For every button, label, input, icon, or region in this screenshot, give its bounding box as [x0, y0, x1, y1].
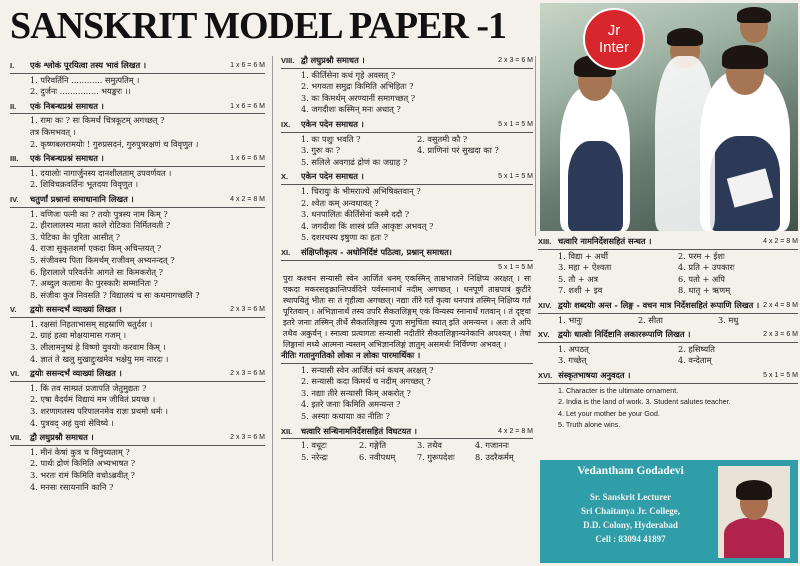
question-item: 4. मनसः रसायनानि कानि ? [30, 481, 114, 492]
question-item: 6. पतो + अपि [678, 273, 725, 284]
question-grid [281, 134, 533, 169]
question-item: 1. रक्षसां निहताभासम् सहस्राणि चतुर्दश । [30, 318, 153, 329]
section-header [10, 60, 265, 74]
question-item: 6. नवीपधम् [359, 451, 396, 462]
section-title: एकेन पदेन समाधत । [301, 118, 364, 129]
question-item: 2. शिविचक्रवर्तिनः भूतदया विवृणुत । [30, 179, 139, 190]
section-title: द्वयोः ससन्दर्भं व्याख्यां लिखत । [30, 368, 122, 379]
section-heading [538, 370, 631, 382]
column-2 [281, 55, 533, 466]
section-heading [281, 119, 364, 131]
question-item: 2. गङ्गेति [359, 440, 386, 451]
question-item: 1. सन्यासी स्वेन आर्जितं धनं कथम् अरक्षत् ? [301, 364, 434, 375]
section-heading [10, 304, 122, 316]
section-number: IX. [281, 119, 291, 129]
question-item: 4. पुत्रवद् अहं युवां सेविष्ये । [30, 417, 114, 428]
question-item: 8. संजीवः कुत्र निवसति ? विद्यालयं च सः कथमागच्छति ? [30, 289, 200, 300]
question-grid [538, 344, 798, 367]
page-title: SANSKRIT MODEL PAPER -1 [10, 5, 507, 47]
question-item: 1. भानुः [558, 314, 583, 325]
question-section [281, 426, 533, 464]
section-heading [281, 55, 365, 67]
section-header [281, 247, 533, 261]
question-item: 5. नरेन्द्रः [301, 451, 328, 462]
question-item: 1. कीर्तिसेना कथं गृहे अवसत् ? [301, 69, 396, 80]
question-item: 6. हिरालाले परिवर्तनेः आगते सः किमकरोत् ? [30, 266, 164, 277]
question-item: 5. संजीवस्य पिता किमर्थम् राजीवम् अभ्यनन्दत् ? [30, 254, 175, 265]
question-item: 2. एषा वैदर्यमं विद्यायं मम जीवितं प्रयच्छ । [30, 394, 156, 405]
section-header [10, 432, 265, 446]
author-role: Sr. Sanskrit Lecturer [589, 492, 672, 502]
section-marks: 2 x 4 = 8 M [763, 301, 798, 309]
section-title: एकं निबन्धप्रश्नं समाधत । [30, 100, 104, 111]
question-section [10, 432, 265, 493]
section-header [538, 236, 798, 250]
column-divider [535, 56, 536, 236]
question-item: 2. श्वेतः कम् अन्वधावत् ? [301, 197, 379, 208]
section-marks: 5 x 1 = 5 M [498, 120, 533, 128]
section-marks: 1 x 6 = 6 M [230, 102, 265, 110]
section-number: XII. [281, 426, 293, 436]
question-item: 3. तथैव [417, 440, 442, 451]
column-1 [10, 60, 265, 496]
question-item: 2. परम + ईशः [678, 250, 725, 261]
question-item: 3. पेटिका केः पूरिता आसीत् ? [30, 231, 121, 242]
section-number: VI. [10, 369, 20, 379]
author-box [540, 460, 798, 563]
section-heading [538, 300, 759, 312]
section-title: चत्वारि सन्धिनामनिर्देशसहितं विघटयत । [301, 425, 417, 436]
question-item: 1. कः पशुः भवति ? [301, 133, 361, 144]
question-item: 3. धनपालितः कीर्तिसेनां कस्मै ददौ ? [301, 209, 410, 220]
question-item: 8. धातृ + ऋणम् [678, 285, 731, 296]
question-item: 3. नद्याः तीरे सन्यासी किम् अकरोत् ? [301, 387, 411, 398]
section-header [538, 370, 798, 384]
badge-line-2: Inter [598, 39, 629, 56]
question-item: 2. ग्राहं हत्वा मोक्षयामास गजम् । [30, 330, 127, 341]
section-number: VII. [10, 433, 22, 443]
question-section [281, 171, 533, 244]
section-header [10, 194, 265, 208]
section-title: एकं श्लोकं पूरयित्वा तस्य भावं लिखत । [30, 60, 147, 70]
section-marks: 4 x 2 = 8 M [763, 238, 798, 245]
column-3 [538, 236, 798, 434]
question-item: 2. कृष्णबलरामयोः ! गुरुप्रसदनं, गुरुपुत्ररक्षणं च विवृणुत । [30, 138, 199, 149]
section-number: II. [10, 101, 17, 111]
section-title: द्वयोः धात्वोः निर्दिष्टानि लकाररूपाणि लिखत । [558, 329, 691, 340]
question-item: 2. सीता [638, 314, 663, 325]
question-section [538, 370, 798, 431]
question-item: 1. चिरायुः के भीमराज्ये अभिषिक्तवान् ? [301, 185, 421, 196]
section-number: X. [281, 172, 289, 182]
question-item: 4. जगदीशः कस्मिन् मनः अधात् ? [301, 104, 401, 115]
question-item: 8. उदरैकर्मम् [475, 451, 514, 462]
question-section [10, 60, 265, 98]
question-section [10, 194, 265, 301]
question-item: 4. प्रति + उपकारः [678, 262, 735, 273]
section-number: XIV. [538, 300, 552, 310]
question-item: 4. ज्ञातं ते खलु मुखाद्दुःखमेव भक्षेयु मम नारदः । [30, 353, 169, 364]
question-item: 2. सन्यासी कदा किमर्थं च नदीम् अगच्छत् ? [301, 376, 431, 387]
question-section [538, 236, 798, 297]
students-photo [540, 3, 798, 231]
author-name: Vedantham Godadevi [577, 465, 684, 477]
question-section [10, 153, 265, 191]
question-item: 1. परिवर्तिनि ............ समुत्पतिम् । [30, 74, 140, 85]
section-number: V. [10, 305, 17, 315]
section-header [10, 304, 265, 318]
question-item: 3. गच्छेत् [558, 355, 587, 366]
question-item: 3. कः किमर्थम् अरण्यानीं समागच्छत् ? [301, 92, 416, 103]
question-item: 1. अपठत् [558, 343, 589, 354]
section-number: XVI. [538, 370, 553, 380]
translation-sentence: 1. Character is the ultimate ornament. [558, 385, 679, 395]
section-header [10, 101, 265, 115]
question-item: 2. पार्थः द्रोणं किमिति अभ्यभाषत ? [30, 458, 136, 469]
jr-inter-badge [583, 8, 645, 70]
question-item: 5. तौ + अत्र [558, 273, 599, 284]
question-item: 7. गुरूपदेशः [417, 451, 455, 462]
question-item: तत्र किमभवत् । [30, 126, 76, 137]
section-marks: 2 x 3 = 6 M [230, 306, 265, 314]
section-title: एकेन पदेन समाधत । [301, 171, 364, 182]
question-item: 4. वन्देताम् [678, 355, 712, 366]
question-item: 7. शशी + इव [558, 285, 603, 296]
section-number: III. [10, 154, 19, 164]
section-heading [10, 432, 94, 444]
question-item: 5. अस्याः कथायाः का नीतिः ? [301, 411, 390, 422]
question-item: 3. मधु [718, 314, 739, 325]
question-item: 2. हसिष्यति [678, 343, 715, 354]
section-number: XV. [538, 330, 550, 340]
section-title: संस्कृतभाषया अनुवदत । [558, 369, 631, 380]
section-header [281, 119, 533, 133]
section-heading [10, 101, 104, 113]
question-item: 1. विद्या + अर्थी [558, 250, 609, 261]
section-marks: 2 x 3 = 6 M [230, 434, 265, 442]
section-marks: 5 x 1 = 5 M [498, 263, 533, 271]
section-title: चतुर्णां प्रश्नानां समाधानानि लिखत । [30, 193, 134, 204]
question-item: 3. गुरुः कः ? [301, 145, 341, 156]
question-grid [538, 315, 798, 327]
question-item: 5. दशरथस्य इषुणा कः हतः ? [301, 232, 389, 243]
question-item: 4. राजा सुकृतशर्मा एकदा किम् अचिन्तयत् ? [30, 243, 162, 254]
section-title: चत्वारि नामनिर्देशसहितं सन्धत । [558, 236, 652, 246]
section-marks: 1 x 6 = 6 M [230, 62, 265, 69]
section-number: I. [10, 61, 15, 70]
question-item: 1. मीनं केषां कुत्र च विमुच्यताम् ? [30, 446, 130, 457]
section-number: XIII. [538, 237, 552, 246]
section-title: द्वौ लघुप्रश्नौ समाधत । [301, 55, 365, 65]
question-item: 3. महा + ऐश्वता [558, 262, 612, 273]
author-photo [718, 466, 790, 558]
section-marks: 5 x 1 = 5 M [763, 371, 798, 379]
section-header [10, 368, 265, 382]
question-item: 7. अब्दुल कलामः कैः पुरस्कारैः सम्मानितः ? [30, 278, 158, 289]
author-place: D.D. Colony, Hyderabad [583, 520, 678, 530]
badge-line-1: Jr [607, 22, 621, 39]
question-item: 1. रामः कः ? सः किमर्थं चित्रकूटम् अगच्छत् ? [30, 115, 165, 126]
section-number: IV. [10, 194, 19, 204]
question-item: 1. वणिजः पत्नी का ? तयोः पुत्रस्य नाम किम् ? [30, 208, 168, 219]
question-section [10, 304, 265, 365]
section-marks: 4 x 2 = 8 M [498, 427, 533, 435]
section-title: द्वयोः ससन्दर्भं व्याख्यां लिखत । [30, 304, 122, 315]
question-item: 4. इतरे जनाः किमिति अमन्यन्त ? [301, 399, 401, 410]
section-heading [10, 153, 104, 165]
section-heading [10, 60, 146, 72]
question-section [281, 247, 533, 423]
question-grid [281, 440, 533, 463]
question-item: 3. लीलामनुष्यं हे विष्णो युवयोः करवाम किम् । [30, 342, 166, 353]
section-heading [10, 368, 122, 380]
section-heading [538, 329, 690, 341]
section-marks: 1 x 6 = 6 M [230, 155, 265, 163]
question-section [538, 329, 798, 367]
section-header [10, 153, 265, 167]
translation-sentence: 5. Truth alone wins. [558, 420, 621, 430]
question-section [10, 368, 265, 429]
translation-sentence: 2. India is the land of work. 3. Student salutes teacher. [558, 397, 731, 407]
question-item: 2. भगवता समुद्रः किमिति अभिहितः ? [301, 81, 414, 92]
section-heading [281, 247, 452, 259]
section-heading [281, 426, 417, 438]
section-header [281, 171, 533, 185]
question-section [281, 119, 533, 168]
passage-text: पुरा कश्चन सन्यासी स्वेन आर्जितं धनम् एकस्मिन् ताम्रभाजने निक्षिप्य अरक्षत् । सः एकदा मकरसङ्क्रान्तिपर्वदिने पर्वस्नानार्थं नदीम् अगच्छत् । धनपूर्णं ताम्रपात्रं कुटीरे स्थापयितुं भीतः सः तं गृहीत्वा अगच्छत्। नद्याः तीरे गर्तं कृत्वा धनपात्रं तस्मिन् निक्षिप्य गर्तं पूरितवान् । अभिज्ञानार्थं तस्य उपरि सैकतलिङ्गम् एकं विन्यस्य स्नानार्थं गतवान् । तं दृष्ट्वा इतरे जनाः तस्मिन् तीर्थे सैकतलिङ्गस्य पूजा समुचिता स्यात् इति अमन्यन्त । अतः ते अपि तथैव अकुर्वन् । स्नात्वा प्रत्यागतः सन्यासी नदीतीरे सैकतलिङ्गान्यनेकानि अपश्यत् । तेषां लिङ्गानां मध्ये आत्मना न्यस्तम् अभिज्ञानलिङ्गं ज्ञातुम् असमर्थः निर्विण्णः अभवत् । [283, 274, 531, 350]
section-marks: 2 x 3 = 6 M [230, 370, 265, 378]
question-item: 1. किं तव साम्प्रतं प्रजापति जेतुमुद्यतः ? [30, 382, 147, 393]
section-title: संक्षिप्तीकृत्य - अधोनिर्दिष्टं पठित्वा, प्रश्नान् समाधत। [301, 246, 452, 257]
question-item: 3. भरतः रामं किमिति वचोऽब्रवीत् ? [30, 470, 135, 480]
section-number: VIII. [281, 56, 295, 65]
question-item: 4. जगदीशः किं शास्त्रं प्रति आकृष्टः अभवत् ? [301, 220, 434, 231]
question-item: 1. वधूटः [301, 440, 327, 451]
section-header [281, 426, 533, 440]
section-header [281, 55, 533, 69]
section-number: XI. [281, 247, 291, 257]
section-title: द्वयोः शब्दयोः अन्त - लिङ्ग - वचन मात्र निर्देशसहितं रूपाणि लिखत । [558, 299, 760, 310]
section-header [538, 329, 798, 343]
section-marks: 2 x 3 = 6 M [763, 331, 798, 339]
passage-moral: नीतिः गतानुगतिको लोकः न लोकः पारमार्थिकः । [281, 350, 533, 364]
column-divider [272, 56, 273, 561]
section-heading [281, 171, 364, 183]
question-item: 4. प्राणिनां परं सुखदा का ? [417, 145, 499, 156]
author-college: Sri Chaitanya Jr. College, [581, 506, 680, 516]
question-grid [538, 251, 798, 297]
section-marks: 4 x 2 = 8 M [230, 195, 265, 203]
section-title: एकं निबन्धप्रश्नं समाधत । [30, 153, 104, 164]
question-section [281, 55, 533, 116]
translation-sentence: 4. Let your mother be your God. [558, 408, 660, 418]
question-item: 3. शरणागतस्य परिपालनमेव राज्ञः प्रथमो धर्मः । [30, 406, 168, 417]
question-item: 2. दुर्जनः ............... भयङ्करः ।। [30, 86, 131, 97]
section-marks: 5 x 1 = 5 M [498, 173, 533, 181]
question-item: 1. दयालोः नागार्जुनस्य दानशीलताम् उपवर्णयत । [30, 167, 172, 178]
question-item: 2. वसुतमी कौ ? [417, 133, 468, 144]
section-title: द्वौ लघुप्रश्नौ समाधत । [30, 432, 94, 443]
question-item: 5. सलिले अवगाढं द्रोणं कः जग्राह ? [301, 156, 408, 167]
section-heading [538, 236, 651, 248]
section-header [538, 300, 798, 314]
author-cell: Cell : 83094 41897 [595, 534, 666, 544]
question-section [10, 101, 265, 150]
question-section [538, 300, 798, 326]
section-heading [10, 194, 134, 206]
section-marks: 2 x 3 = 6 M [498, 57, 533, 64]
question-item: 4. गजाननः [475, 440, 509, 451]
question-item: 2. हीरालालस्य माता काले रोटिकाः निर्मितवती ? [30, 220, 171, 231]
